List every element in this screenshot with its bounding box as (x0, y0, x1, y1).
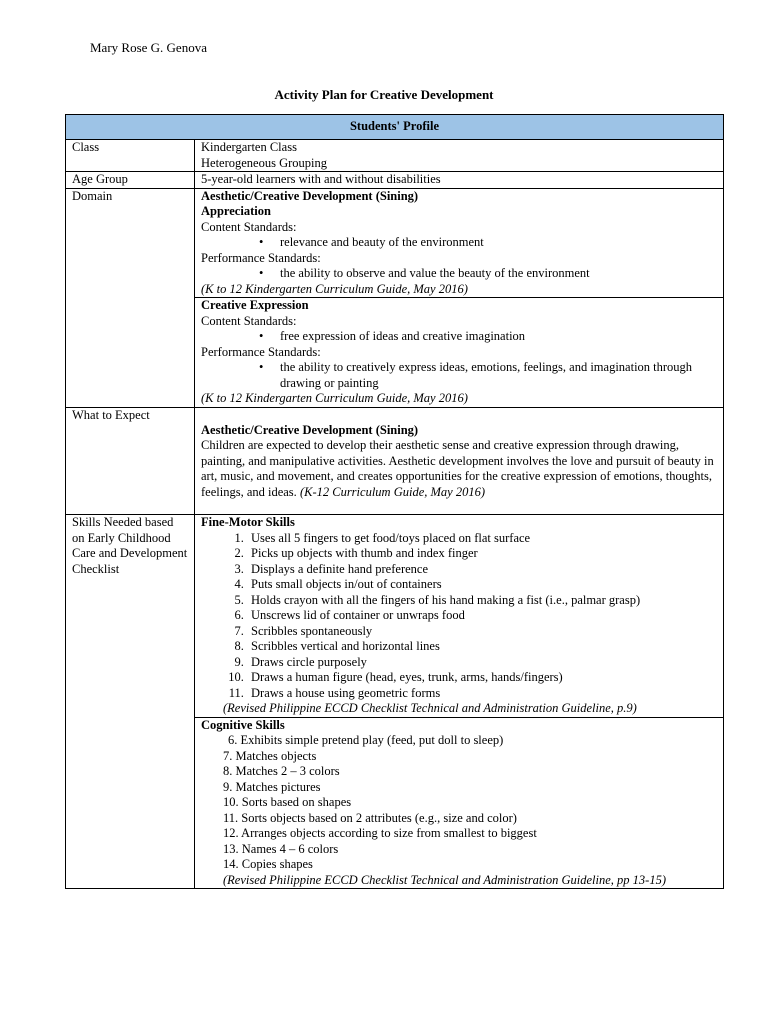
fine-motor-list (201, 531, 717, 702)
source-citation: (Revised Philippine ECCD Checklist Technical and Administration Guideline, pp 13-15) (223, 872, 666, 887)
list-item: 10. Sorts based on shapes (223, 795, 352, 809)
list-item: 8. Scribbles vertical and horizontal lines (247, 639, 717, 655)
age-label: Age Group (66, 172, 195, 189)
list-item: 2. Picks up objects with thumb and index finger (247, 546, 717, 562)
age-value: 5-year-old learners with and without disabilities (195, 172, 724, 189)
bullet-icon: • (259, 266, 264, 280)
table-row-skills-fine (66, 515, 724, 718)
list-item: 8. Matches 2 – 3 colors (223, 764, 340, 778)
list-item (201, 266, 717, 282)
cognitive-heading: Cognitive Skills (201, 717, 285, 732)
list-item: 14. Copies shapes (223, 857, 313, 871)
performance-standards-label: Performance Standards: (201, 344, 321, 359)
expect-label: What to Expect (66, 407, 195, 515)
list-item (201, 235, 717, 251)
table-header: Students' Profile (66, 115, 724, 140)
content-standards-label: Content Standards: (201, 219, 297, 234)
fine-motor-heading: Fine-Motor Skills (201, 515, 295, 529)
list-item: 13. Names 4 – 6 colors (223, 841, 339, 856)
list-item: 12. Arranges objects according to size from smallest to biggest (223, 826, 537, 840)
list-item (201, 360, 717, 391)
table-row-age (66, 172, 724, 189)
domain-appreciation-cell (195, 188, 724, 298)
list-item: 7. Matches objects (223, 748, 317, 763)
list-item: 7. Scribbles spontaneously (247, 624, 717, 640)
bullet-text: free expression of ideas and creative imagination (280, 329, 526, 343)
domain-subheading: Creative Expression (201, 298, 309, 312)
cognitive-cell (195, 717, 724, 889)
domain-expression-cell (195, 298, 724, 408)
list-item (201, 329, 717, 345)
content-standards-label: Content Standards: (201, 313, 297, 328)
domain-label: Domain (66, 188, 195, 407)
table-row-class (66, 140, 724, 172)
students-profile-table (65, 114, 724, 889)
expect-cell (195, 407, 724, 515)
expect-paragraph (201, 438, 717, 500)
list-item: 1. Uses all 5 fingers to get food/toys placed on flat surface (247, 531, 717, 547)
skills-label: Skills Needed based on Early Childhood Care and Development Checklist (66, 515, 195, 889)
list-item: 10. Draws a human figure (head, eyes, trunk, arms, hands/fingers) (247, 670, 717, 686)
bullet-text: the ability to observe and value the beauty of the environment (280, 266, 590, 280)
bullet-text: the ability to creatively express ideas, emotions, feelings, and imagination through drawing or painting (280, 360, 693, 390)
domain-heading: Aesthetic/Creative Development (Sining) (201, 188, 419, 203)
list-item: 5. Holds crayon with all the fingers of his hand making a fist (i.e., palmar grasp) (247, 593, 717, 609)
class-value-line-1: Kindergarten Class (201, 140, 297, 154)
table-row-domain-a (66, 188, 724, 298)
domain-subheading: Appreciation (201, 204, 271, 218)
class-value-line-2: Heterogeneous Grouping (201, 155, 328, 170)
fine-motor-cell (195, 515, 724, 718)
bullet-icon: • (259, 360, 264, 374)
source-citation: (Revised Philippine ECCD Checklist Technical and Administration Guideline, p.9) (223, 701, 637, 715)
list-item: 6. Unscrews lid of container or unwraps food (247, 608, 717, 624)
list-item: 11. Sorts objects based on 2 attributes (e.g., size and color) (223, 810, 517, 825)
source-citation: (K to 12 Kindergarten Curriculum Guide, May 2016) (201, 281, 468, 296)
document-title: Activity Plan for Creative Development (274, 87, 494, 102)
source-citation: (K to 12 Kindergarten Curriculum Guide, May 2016) (201, 391, 468, 405)
cognitive-list (201, 733, 717, 873)
class-label: Class (66, 140, 195, 172)
source-citation: (K-12 Curriculum Guide, May 2016) (299, 484, 485, 499)
expect-heading: Aesthetic/Creative Development (Sining) (201, 422, 419, 437)
list-item: 6. Exhibits simple pretend play (feed, put doll to sleep) (228, 733, 504, 747)
bullet-text: relevance and beauty of the environment (280, 235, 484, 249)
author-name: Mary Rose G. Genova (90, 40, 207, 55)
table-row-expect (66, 407, 724, 515)
list-item: 3. Displays a definite hand preference (247, 562, 717, 578)
expect-body: Children are expected to develop their aesthetic sense and creative expression through drawing, painting, and manipulative activities. Aesthetic development involves the love and pursuit of beauty in art, music, and movement, and creates opportunities for the creative expression of emotions, thoughts, feelings, and ideas. (201, 438, 714, 499)
list-item: 11. Draws a house using geometric forms (247, 686, 717, 702)
performance-standards-label: Performance Standards: (201, 250, 321, 265)
list-item: 9. Draws circle purposely (247, 655, 717, 671)
bullet-icon: • (259, 329, 264, 343)
class-value (195, 140, 724, 172)
list-item: 9. Matches pictures (223, 779, 321, 794)
list-item: 4. Puts small objects in/out of containers (247, 577, 717, 593)
bullet-icon: • (259, 235, 264, 249)
